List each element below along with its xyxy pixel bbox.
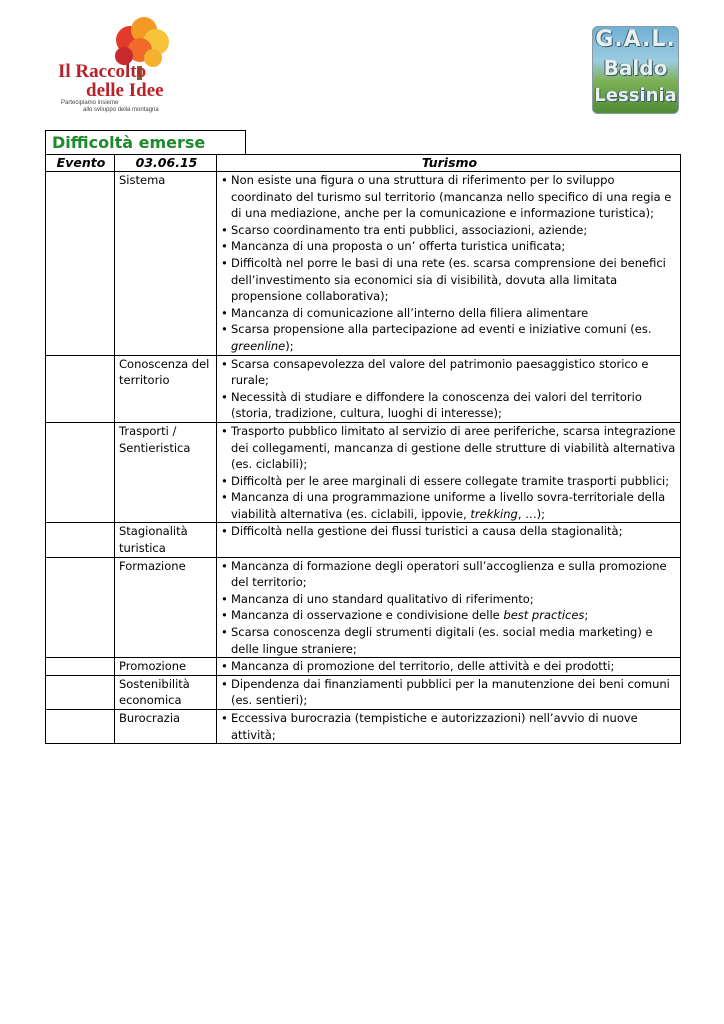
item-text: Mancanza di osservazione e condivisione delle [231, 608, 504, 623]
list-item [221, 591, 678, 608]
list-item [221, 222, 678, 239]
bullet-icon: • [221, 659, 228, 674]
item-text: Mancanza di uno standard qualitativo di riferimento; [231, 591, 534, 606]
item-text: Non esiste una figura o una struttura di riferimento per lo sviluppo coordinato del turismo sul territorio (mancanza nello specifico di una regia e di una mediazione, anche per la comunicazione e informazione turistica); [231, 173, 672, 221]
bullet-icon: • [221, 239, 228, 254]
items-cell [217, 355, 681, 422]
raccolto-idee-logo [52, 16, 197, 114]
difficulty-list [221, 423, 678, 523]
list-item [221, 473, 678, 490]
item-text: ; [584, 608, 589, 623]
difficulty-list [221, 710, 678, 743]
gal-logo-word3: Lessinia [594, 85, 677, 106]
evento-cell [46, 658, 115, 676]
list-item [221, 238, 678, 255]
item-text: Scarsa conoscenza degli strumenti digitali (es. social media marketing) e delle lingue straniere; [231, 625, 653, 656]
table-row [46, 355, 681, 422]
difficulty-list [221, 172, 678, 355]
difficulty-list [221, 523, 678, 540]
bullet-icon: • [221, 591, 228, 606]
category-cell: Formazione [115, 557, 217, 658]
table-body [46, 172, 681, 744]
list-item [221, 607, 678, 624]
item-text: Difficoltà nella gestione dei flussi turistici a causa della stagionalità; [231, 524, 623, 539]
item-text: Mancanza di una programmazione uniforme a livello sovra-territoriale della viabilità alternativa (es. ciclabili, ippovie, [231, 490, 666, 521]
evento-cell [46, 355, 115, 422]
gal-baldo-lessinia-logo [592, 26, 679, 114]
bullet-icon: • [221, 305, 228, 320]
category-cell: Stagionalità turistica [115, 523, 217, 557]
evento-cell [46, 523, 115, 557]
bullet-icon: • [221, 356, 228, 371]
category-cell: Trasporti / Sentieristica [115, 422, 217, 523]
category-cell: Sostenibilità economica [115, 675, 217, 709]
item-text: Mancanza di promozione del territorio, delle attività e dei prodotti; [231, 659, 615, 674]
table-row [46, 710, 681, 744]
item-text: Necessità di studiare e diffondere la conoscenza dei valori del territorio (storia, tradizione, cultura, luoghi di interesse); [231, 389, 642, 421]
list-item [221, 389, 678, 422]
item-text: Mancanza di una proposta o un’ offerta turistica unificata; [231, 239, 566, 254]
table-header-row [46, 155, 681, 172]
logo-tagline-line2: allo sviluppo della montagna [83, 107, 159, 113]
item-text: Scarsa propensione alla partecipazione ad eventi e iniziative comuni (es. [231, 322, 652, 337]
logo-title-line1: Il Raccolto [58, 61, 147, 82]
items-cell [217, 523, 681, 557]
table-row [46, 557, 681, 658]
bullet-icon: • [221, 322, 228, 337]
list-item [221, 172, 678, 222]
bullet-icon: • [221, 490, 228, 505]
item-text-italic: best practices [503, 608, 585, 623]
bullet-icon: • [221, 608, 228, 623]
list-item [221, 710, 678, 743]
difficulty-list [221, 558, 678, 658]
logo-tagline-line1: Partecipiamo insieme [61, 100, 119, 106]
gal-logo-word1: G.A.L. [595, 27, 676, 52]
items-cell [217, 658, 681, 676]
category-cell: Sistema [115, 172, 217, 356]
list-item [221, 658, 678, 675]
table-row [46, 172, 681, 356]
table-row [46, 675, 681, 709]
list-item [221, 558, 678, 591]
table-row [46, 658, 681, 676]
item-text: Scarso coordinamento tra enti pubblici, associazioni, aziende; [231, 222, 588, 237]
items-cell [217, 557, 681, 658]
bullet-icon: • [221, 222, 228, 237]
list-item [221, 423, 678, 473]
item-text: Eccessiva burocrazia (tempistiche e autorizzazioni) nell’avvio di nuove attività; [231, 711, 638, 742]
evento-cell [46, 710, 115, 744]
evento-cell [46, 422, 115, 523]
list-item [221, 489, 678, 522]
bullet-icon: • [221, 389, 228, 404]
bullet-icon: • [221, 711, 228, 725]
bullet-icon: • [221, 423, 228, 438]
evento-cell [46, 172, 115, 356]
item-text: Scarsa consapevolezza del valore del patrimonio paesaggistico storico e rurale; [231, 356, 649, 388]
list-item [221, 255, 678, 305]
header-evento: Evento [46, 155, 115, 172]
header-date: 03.06.15 [115, 155, 217, 172]
logo-title [58, 62, 164, 100]
category-cell: Promozione [115, 658, 217, 676]
list-item [221, 356, 678, 389]
list-item [221, 676, 678, 709]
evento-cell [46, 675, 115, 709]
item-text: Difficoltà per le aree marginali di essere collegate tramite trasporti pubblici; [231, 473, 670, 488]
bullet-icon: • [221, 473, 228, 488]
bullet-icon: • [221, 255, 228, 270]
difficulties-table [45, 154, 681, 744]
section-title: Difficoltà emerse [45, 130, 246, 154]
item-text: Trasporto pubblico limitato al servizio di aree periferiche, scarsa integrazione dei collegamenti, mancanza di gestione delle strutture di viabilità alternativa (es. ciclabili); [231, 423, 676, 472]
bullet-icon: • [221, 524, 228, 539]
items-cell [217, 675, 681, 709]
item-text: Difficoltà nel porre le basi di una rete (es. scarsa comprensione dei benefici dell’investimento sia economici sia di visibilità, dovuta alla limitata propensione collaborativa); [231, 255, 666, 304]
category-cell: Conoscenza del territorio [115, 355, 217, 422]
bullet-icon: • [221, 558, 228, 573]
item-text: Mancanza di comunicazione all’interno della filiera alimentare [231, 305, 589, 320]
item-text: ); [285, 338, 294, 353]
category-cell: Burocrazia [115, 710, 217, 744]
logo-tagline [61, 100, 159, 114]
bullet-icon: • [221, 676, 228, 691]
items-cell [217, 172, 681, 356]
item-text: Mancanza di formazione degli operatori sull’accoglienza e sulla promozione del territorio; [231, 558, 667, 590]
header-topic: Turismo [217, 155, 681, 172]
item-text-italic: greenline [231, 338, 286, 353]
table-row [46, 422, 681, 523]
bullet-icon: • [221, 625, 228, 640]
difficulty-list [221, 658, 678, 675]
difficulty-list [221, 356, 678, 422]
items-cell [217, 710, 681, 744]
evento-cell [46, 557, 115, 658]
list-item [221, 305, 678, 322]
difficulty-list [221, 676, 678, 709]
bullet-icon: • [221, 173, 228, 187]
table-row [46, 523, 681, 557]
items-cell [217, 422, 681, 523]
list-item [221, 624, 678, 657]
item-text: , …); [517, 506, 546, 521]
logo-title-line2: delle Idee [86, 80, 164, 101]
list-item [221, 523, 678, 540]
list-item [221, 321, 678, 354]
gal-logo-word2: Baldo [603, 56, 668, 80]
item-text: Dipendenza dai finanziamenti pubblici per la manutenzione dei beni comuni (es. sentieri); [231, 676, 670, 708]
item-text-italic: trekking [470, 506, 518, 521]
